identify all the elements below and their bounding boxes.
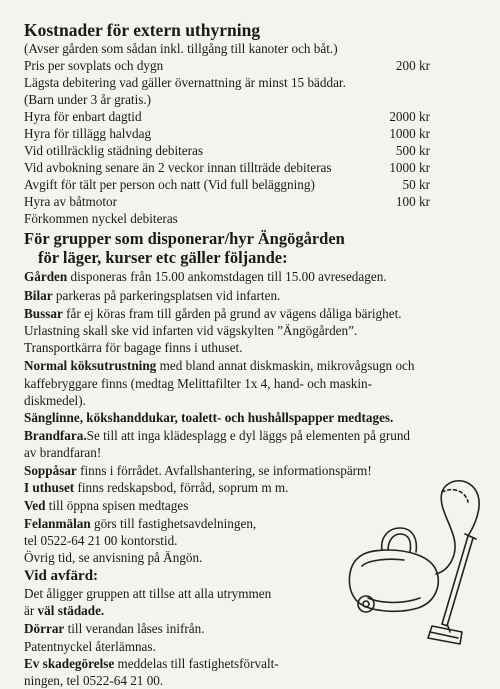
- rule-line: Sänglinne, kökshanddukar, toalett- och hushållspapper medtages.: [24, 410, 394, 425]
- cost-line: Avgift för tält per person och natt (Vid full beläggning): [24, 177, 315, 192]
- cost-price: 2000 kr: [389, 109, 430, 124]
- cost-line: Förkommen nyckel debiteras: [24, 211, 178, 226]
- departure-line: är väl städade.: [24, 603, 105, 618]
- departure-line: Det åligger gruppen att tillse att alla utrymmen: [24, 586, 272, 601]
- cost-price: 100 kr: [395, 194, 430, 209]
- cost-line: (Barn under 3 år gratis.): [24, 92, 152, 107]
- cost-line: Vid avbokning senare än 2 veckor innan tillträde debiteras: [24, 160, 332, 175]
- rule-line: Bilar parkeras på parkeringsplatsen vid infarten.: [24, 288, 281, 303]
- departure-line: Ev skadegörelse meddelas till fastighetsförvalt-: [24, 656, 279, 671]
- rule-line: I uthuset finns redskapsbod, förråd, soprum m m.: [24, 480, 289, 495]
- rule-line: Övrig tid, se anvisning på Ängön.: [24, 550, 203, 565]
- rule-line: Bussar får ej köras fram till gården på grund av vägens dåliga bärighet.: [24, 306, 402, 321]
- rule-line: Soppåsar finns i förrådet. Avfallshantering, se informationspärm!: [24, 463, 372, 478]
- rule-line: Felanmälan görs till fastighetsavdelningen,: [24, 516, 257, 531]
- rule-line: Gården disponeras från 15.00 ankomstdagen till 15.00 avresedagen.: [24, 269, 387, 284]
- groups-heading-line1: För grupper som disponerar/hyr Ängögården: [24, 229, 345, 248]
- rule-line: diskmedel).: [24, 393, 86, 408]
- cost-price: 500 kr: [395, 143, 430, 158]
- rule-line: Ved till öppna spisen medtages: [24, 498, 189, 513]
- cost-line: (Avser gården som sådan inkl. tillgång till kanoter och båt.): [24, 41, 338, 56]
- rule-line: Transportkärra för bagage finns i uthuset.: [24, 340, 243, 355]
- rule-line: tel 0522-64 21 00 kontorstid.: [24, 533, 178, 548]
- cost-price: 1000 kr: [389, 126, 430, 141]
- departure-line: ningen, tel 0522-64 21 00.: [24, 673, 164, 688]
- groups-heading-line2: för läger, kurser etc gäller följande:: [38, 248, 288, 267]
- cost-line: Hyra för tillägg halvdag: [24, 126, 152, 141]
- cost-line: Pris per sovplats och dygn: [24, 58, 164, 73]
- cost-price: 200 kr: [395, 58, 430, 73]
- departure-line: Dörrar till verandan låses inifrån.: [24, 621, 205, 636]
- departure-heading: Vid avfärd:: [24, 568, 99, 584]
- rule-line: av brandfaran!: [24, 445, 102, 460]
- rule-line: Urlastning skall ske vid infarten vid vägskylten ”Ängögården”.: [24, 323, 358, 338]
- cost-line: Hyra av båtmotor: [24, 194, 118, 209]
- cost-line: Vid otillräcklig städning debiteras: [24, 143, 204, 158]
- cost-price: 1000 kr: [389, 160, 430, 175]
- departure-line: Patentnyckel återlämnas.: [24, 639, 156, 654]
- cost-line: Lägsta debitering vad gäller övernattning är minst 15 bäddar.: [24, 75, 346, 90]
- costs-heading: Kostnader för extern uthyrning: [24, 20, 261, 40]
- rule-line: Brandfara.Se till att inga klädesplagg e dyl läggs på elementen på grund: [24, 428, 411, 443]
- rule-line: kaffebryggare finns (medtag Melittafilter 1x 4, hand- och maskin-: [24, 376, 373, 391]
- cost-price: 50 kr: [402, 177, 430, 192]
- rule-line: Normal köksutrustning med bland annat diskmaskin, mikrovågsugn och: [24, 358, 415, 373]
- vacuum-cleaner-icon: [338, 466, 488, 676]
- cost-line: Hyra för enbart dagtid: [24, 109, 142, 124]
